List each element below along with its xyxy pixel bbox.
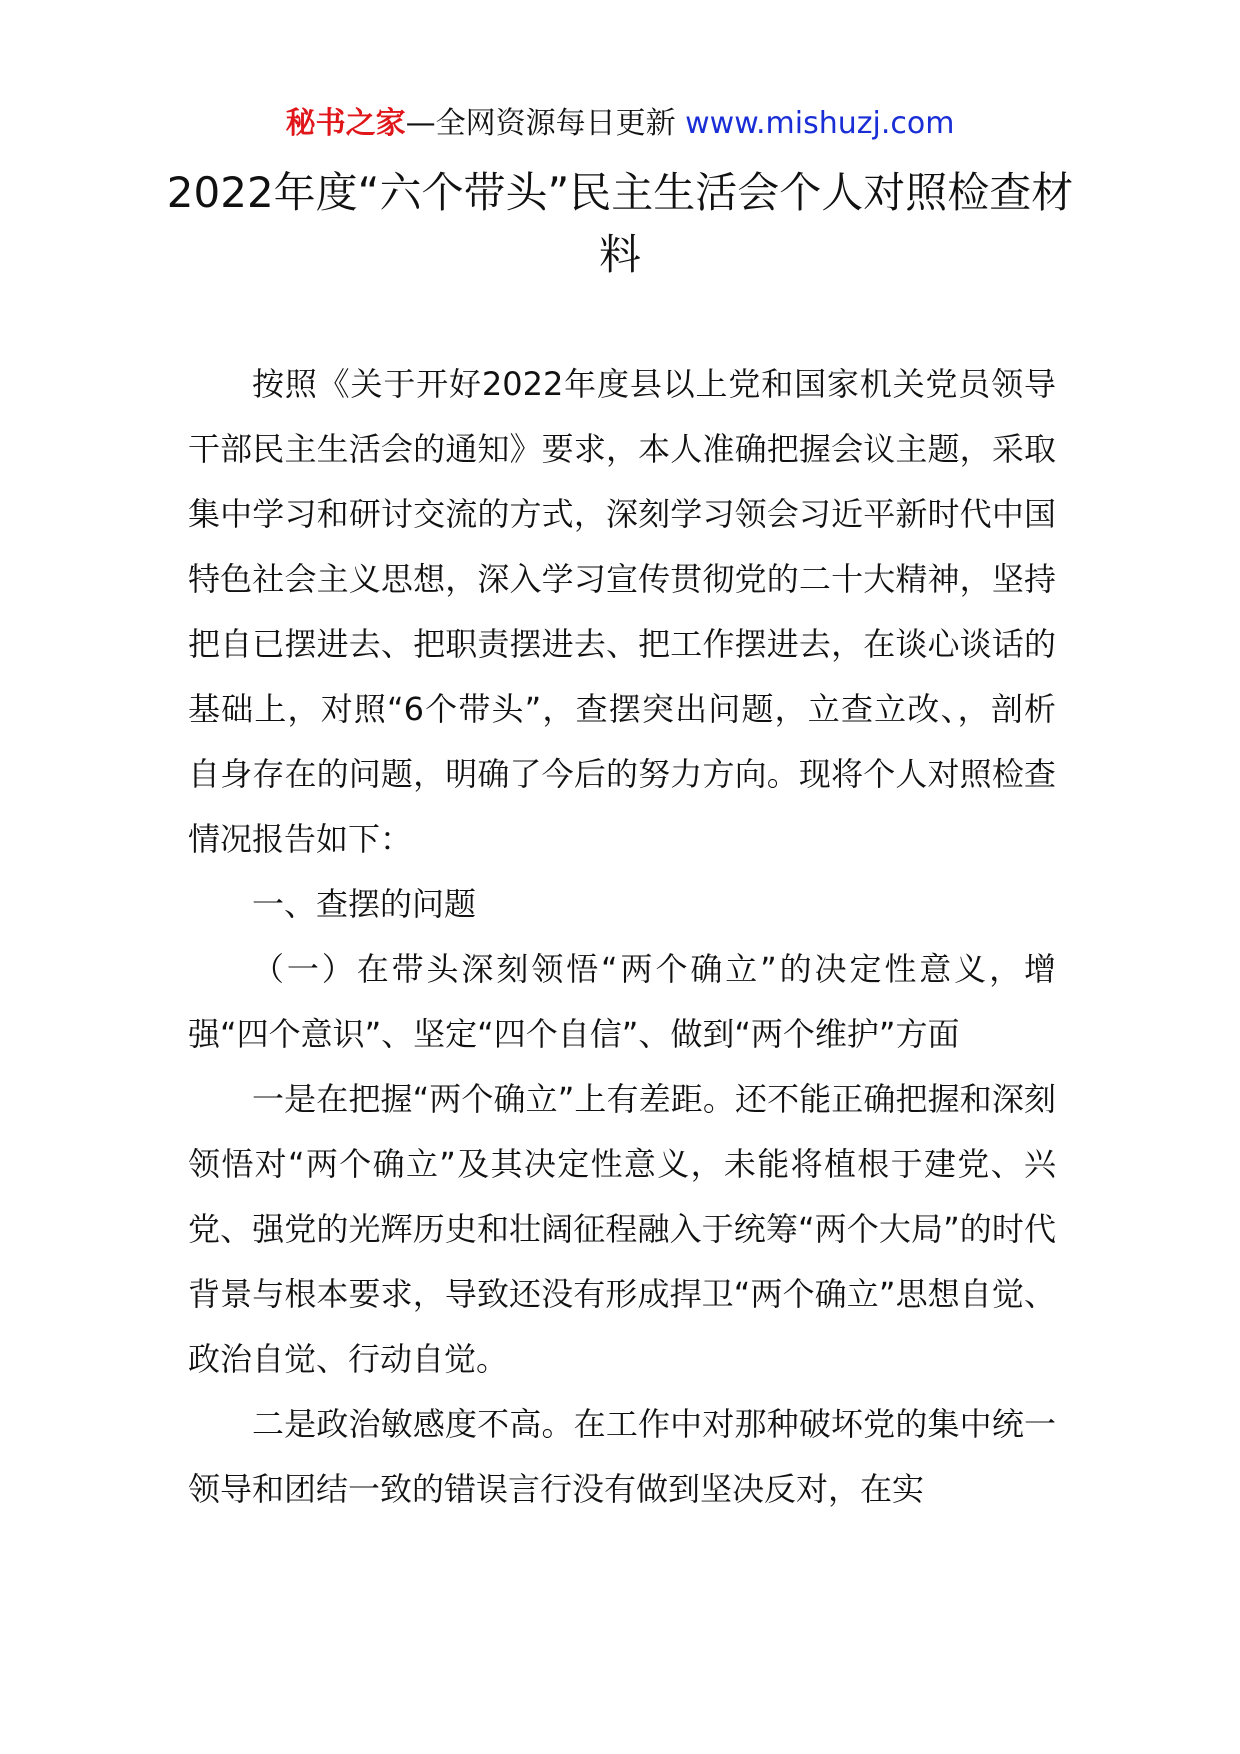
document-title: 2022年度“六个带头”民主生活会个人对照检查材料 [166,168,1074,279]
point-two-paragraph: 二是政治敏感度不高。在工作中对那种破坏党的集中统一领导和团结一致的错误言行没有做到坚决反对，在实 [188,1405,1056,1508]
site-header [0,100,1240,148]
site-url-link[interactable]: www.mishuzj.com [685,106,955,141]
site-tagline: —全网资源每日更新 [405,106,686,141]
intro-paragraph: 按照《关于开好2022年度县以上党和国家机关党员领导干部民主生活会的通知》要求，本人准确把握会议主题，采取集中学习和研讨交流的方式，深刻学习领会习近平新时代中国特色社会主义思想，深入学习宣传贯彻党的二十大精神，坚持把自已摆进去、把职责摆进去、把工作摆进去，在谈心谈话的基础上，对照“6个带头”，查摆突出问题，立查立改、，剖析自身存在的问题，明确了今后的努力方向。现将个人对照检查情况报告如下： [188,365,1056,858]
document-body [188,352,1056,1522]
point-one-paragraph: 一是在把握“两个确立”上有差距。还不能正确把握和深刻领悟对“两个确立”及其决定性意义，未能将植根于建党、兴党、强党的光辉历史和壮阔征程融入于统筹“两个大局”的时代背景与根本要求，导致还没有形成捍卫“两个确立”思想自觉、政治自觉、行动自觉。 [188,1080,1056,1378]
site-brand: 秘书之家 [285,106,406,141]
section-heading: 一、查摆的问题 [252,885,477,923]
subsection-heading: （一）在带头深刻领悟“两个确立”的决定性意义，增强“四个意识”、坚定“四个自信”、做到“两个维护”方面 [188,950,1056,1053]
